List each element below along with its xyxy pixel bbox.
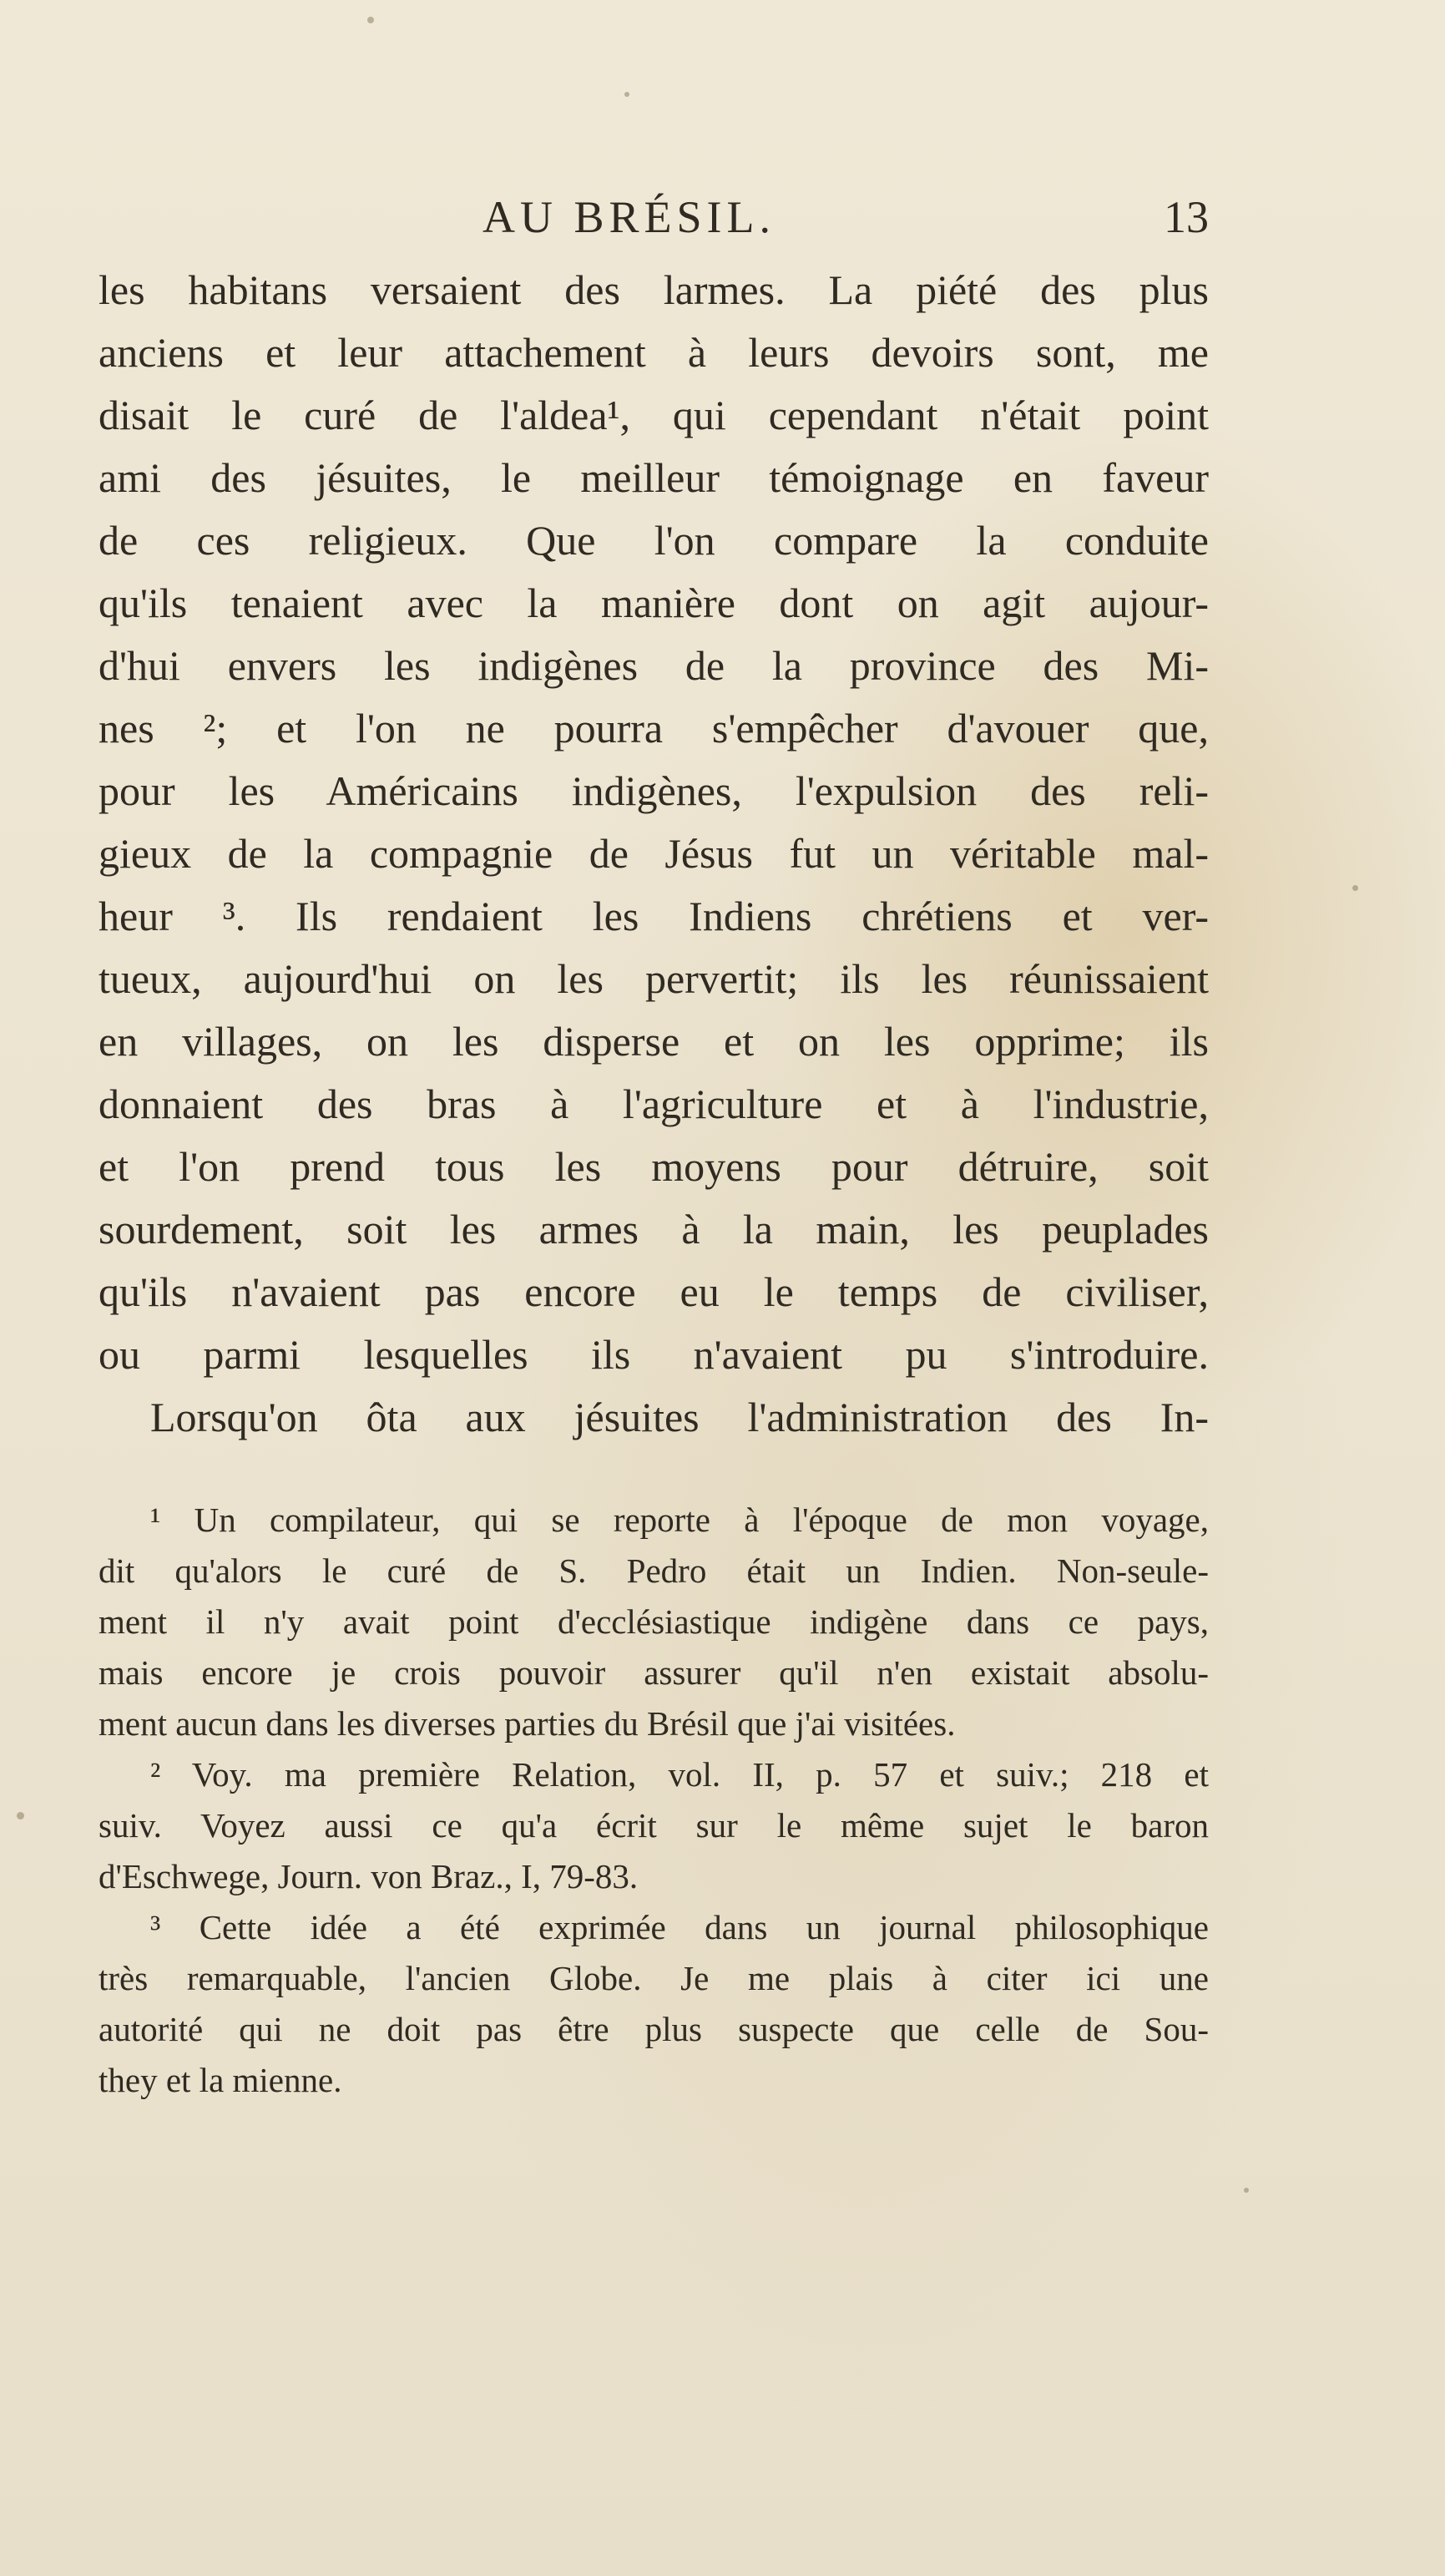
footnote-1-line: ment aucun dans les diverses parties du Brésil que j'ai visitées.	[99, 1704, 956, 1743]
text-line: disait le curé de l'aldea¹, qui cependant n'était point	[99, 392, 1209, 438]
text-line: de ces religieux. Que l'on compare la conduite	[99, 517, 1209, 564]
paper-speck	[17, 1812, 24, 1819]
text-line: qu'ils n'avaient pas encore eu le temps de civiliser,	[99, 1268, 1209, 1315]
footnote-3-line: très remarquable, l'ancien Globe. Je me plais à citer ici une	[99, 1959, 1209, 1997]
page-header	[99, 184, 1209, 251]
footnote-1-line: ¹ Un compilateur, qui se reporte à l'époque de mon voyage,	[150, 1501, 1209, 1539]
footnote-2-line: suiv. Voyez aussi ce qu'a écrit sur le même sujet le baron	[99, 1806, 1209, 1845]
footnote-1-line: mais encore je crois pouvoir assurer qu'il n'en existait absolu-	[99, 1653, 1209, 1692]
text-line: Lorsqu'on ôta aux jésuites l'administration des In-	[150, 1394, 1209, 1440]
text-line: donnaient des bras à l'agriculture et à l'industrie,	[99, 1081, 1209, 1127]
footnote-3-line: they et la mienne.	[99, 2061, 342, 2099]
footnote-1-line: dit qu'alors le curé de S. Pedro était un Indien. Non-seule-	[99, 1551, 1209, 1590]
paper-speck	[1244, 2188, 1249, 2193]
text-line: qu'ils tenaient avec la manière dont on agit aujour-	[99, 579, 1209, 626]
paper-speck	[624, 92, 629, 97]
text-line: pour les Américains indigènes, l'expulsion des reli-	[99, 767, 1209, 814]
text-line: nes ²; et l'on ne pourra s'empêcher d'avouer que,	[99, 705, 1209, 752]
footnotes	[99, 1495, 1209, 2106]
text-line: ami des jésuites, le meilleur témoignage en faveur	[99, 454, 1209, 501]
footnote-2-line: d'Eschwege, Journ. von Braz., I, 79-83.	[99, 1857, 639, 1895]
text-line: sourdement, soit les armes à la main, les peuplades	[99, 1206, 1209, 1253]
page-number: 13	[1164, 192, 1209, 242]
paper-speck	[367, 17, 374, 23]
paper-speck	[1352, 885, 1358, 891]
text-line: gieux de la compagnie de Jésus fut un véritable mal-	[99, 830, 1209, 877]
footnote-1-line: ment il n'y avait point d'ecclésiastique indigène dans ce pays,	[99, 1602, 1209, 1641]
text-line: heur ³. Ils rendaient les Indiens chrétiens et ver-	[99, 893, 1209, 939]
footnote-2-line: ² Voy. ma première Relation, vol. II, p. 57 et suiv.; 218 et	[150, 1755, 1209, 1794]
text-line: en villages, on les disperse et on les opprime; ils	[99, 1018, 1209, 1065]
footnote-3-line: ³ Cette idée a été exprimée dans un journal philosophique	[150, 1908, 1209, 1946]
running-title: AU BRÉSIL.	[483, 192, 776, 242]
text-line: anciens et leur attachement à leurs devoirs sont, me	[99, 329, 1209, 376]
text-line: les habitans versaient des larmes. La piété des plus	[99, 266, 1209, 313]
text-line: et l'on prend tous les moyens pour détruire, soit	[99, 1143, 1209, 1190]
text-line: d'hui envers les indigènes de la province des Mi-	[99, 642, 1209, 689]
text-line: ou parmi lesquelles ils n'avaient pu s'introduire.	[99, 1331, 1209, 1378]
text-line: tueux, aujourd'hui on les pervertit; ils les réunissaient	[99, 955, 1209, 1002]
main-text	[99, 259, 1209, 1449]
footnote-3-line: autorité qui ne doit pas être plus suspecte que celle de Sou-	[99, 2010, 1209, 2048]
